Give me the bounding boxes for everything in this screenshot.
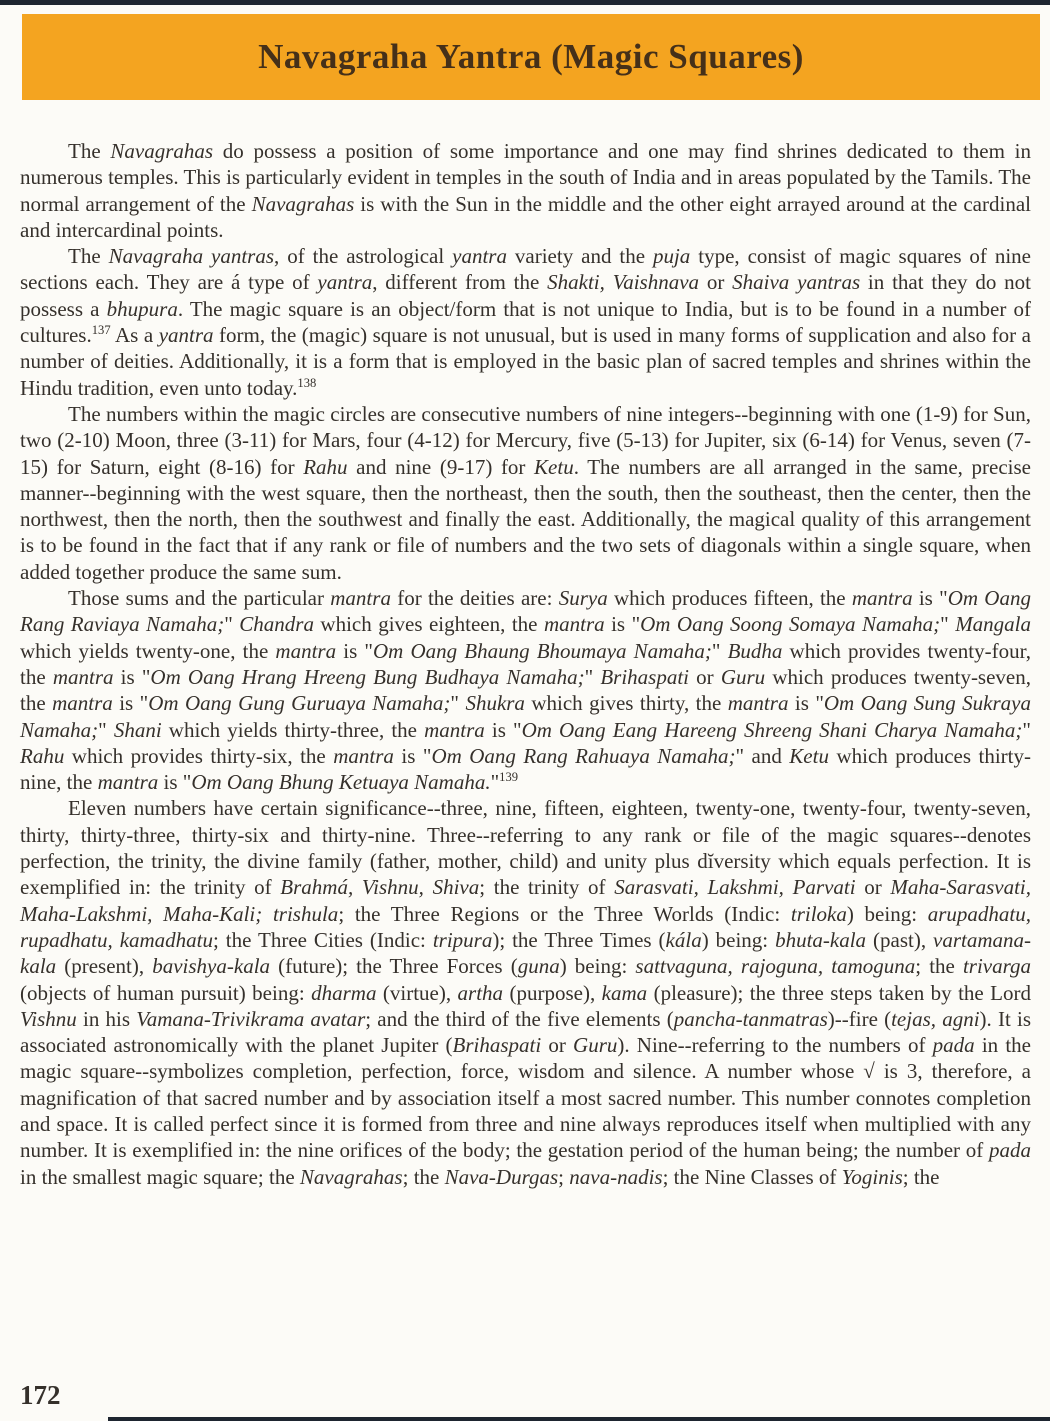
paragraph: The numbers within the magic circles are consecutive numbers of nine integers--beginning with one (1-9) for Sun, two (2-10) Moon, three (3-11) for Mars, four (4-12) for Mercury, five (5-13) for Jupiter, six (6-14) for Venus, seven (7-15) for Saturn, eight (8-16) for Rahu and nine (9-17) for Ketu. The numbers are all arranged in the same, precise manner--beginning with the west square, then the northeast, then the south, then the southeast, then the center, then the northwest, then the north, then the southwest and finally the east. Additionally, the magical quality of this arrangement is to be found in the fact that if any rank or file of numbers and the two sets of diagonals within a single square, when added together produce the same sum. xyxy=(20,401,1032,584)
paragraph: Eleven numbers have certain significance--three, nine, fifteen, eighteen, twenty-one, twenty-four, twenty-seven, thirty, thirty-three, thirty-six and thirty-nine. Three--referring to any rank or file of the magic squares--denotes perfection, the trinity, the divine family (father, mother, child) and unity plus dĭversity which equals perfection. It is exemplified in: the trinity of Brahmá, Vishnu, Shiva; the trinity of Sarasvati, Lakshmi, Parvati or Maha-Sarasvati, Maha-Lakshmi, Maha-Kali; trishula; the Three Regions or the Three Worlds (Indic: triloka) being: arupadhatu, rupadhatu, kamadhatu; the Three Cities (Indic: tripura); the Three Times (kála) being: bhuta-kala (past), vartamana-kala (present), bavishya-kala (future); the Three Forces (guna) being: sattvaguna, rajoguna, tamoguna; the trivarga (objects of human pursuit) being: dharma (virtue), artha (purpose), kama (pleasure); the three steps taken by the Lord Vishnu in his Vamana-Trivikrama avatar; and the third of the five elements (pancha-tanmatras)--fire (tejas, agni). It is associated astronomically with the planet Jupiter (Brihaspati or Guru). Nine--referring to the numbers of pada in the magic square--symbolizes completion, perfection, force, wisdom and silence. A number whose √ is 3, therefore, a magnification of that sacred number and by association itself a most sacred number. This number connotes completion and space. It is called perfect since it is formed from three and nine always reproduces itself when multiplied with any number. It is exemplified in: the nine orifices of the body; the gestation period of the human being; the number of pada in the smallest magic square; the Navagrahas; the Nava-Durgas; nava-nadis; the Nine Classes of Yoginis; the xyxy=(20,796,1032,1189)
title-banner xyxy=(22,14,1040,100)
paragraph: The Navagraha yantras, of the astrological yantra variety and the puja type, consist of magic squares of nine sections each. They are á type of yantra, different from the Shakti, Vaishnava or Shaiva yantras in that they do not possess a bhupura. The magic square is an object/form that is not unique to India, but is to be found in a number of cultures.$^{137}$ As a yantra form, the (magic) square is not unusual, but is used in many forms of supplication and also for a number of deities. Additionally, it is a form that is employed in the basic plan of sacred temples and shrines within the Hindu tradition, even unto today.$^{138}$ xyxy=(20,244,1032,400)
scan-edge-bottom xyxy=(108,1417,1050,1421)
page-title: Navagraha Yantra (Magic Squares) xyxy=(258,37,804,76)
page-number: 172 xyxy=(20,1380,61,1410)
paragraph: The Navagrahas do possess a position of some importance and one may find shrines dedicated to them in numerous temples. This is particularly evident in temples in the south of India and in areas populated by the Tamils. The normal arrangement of the Navagrahas is with the Sun in the middle and the other eight arrayed around at the cardinal and intercardinal points. xyxy=(20,139,1032,242)
paragraph: Those sums and the particular mantra for the deities are: Surya which produces fifteen, the mantra is "Om Oang Rang Raviaya Namaha;" Chandra which gives eighteen, the mantra is "Om Oang Soong Somaya Namaha;" Mangala which yields twenty-one, the mantra is "Om Oang Bhaung Bhoumaya Namaha;" Budha which provides twenty-four, the mantra is "Om Oang Hrang Hreeng Bung Budhaya Namaha;" Brihaspati or Guru which produces twenty-seven, the mantra is "Om Oang Gung Guruaya Namaha;" Shukra which gives thirty, the mantra is "Om Oang Sung Sukraya Namaha;" Shani which yields thirty-three, the mantra is "Om Oang Eang Hareeng Shreeng Shani Charya Namaha;" Rahu which provides thirty-six, the mantra is "Om Oang Rang Rahuaya Namaha;" and Ketu which produces thirty-nine, the mantra is "Om Oang Bhung Ketuaya Namaha."$^{139}$ xyxy=(20,586,1032,795)
scan-edge-top xyxy=(0,0,1050,5)
body-text xyxy=(20,138,1031,1190)
